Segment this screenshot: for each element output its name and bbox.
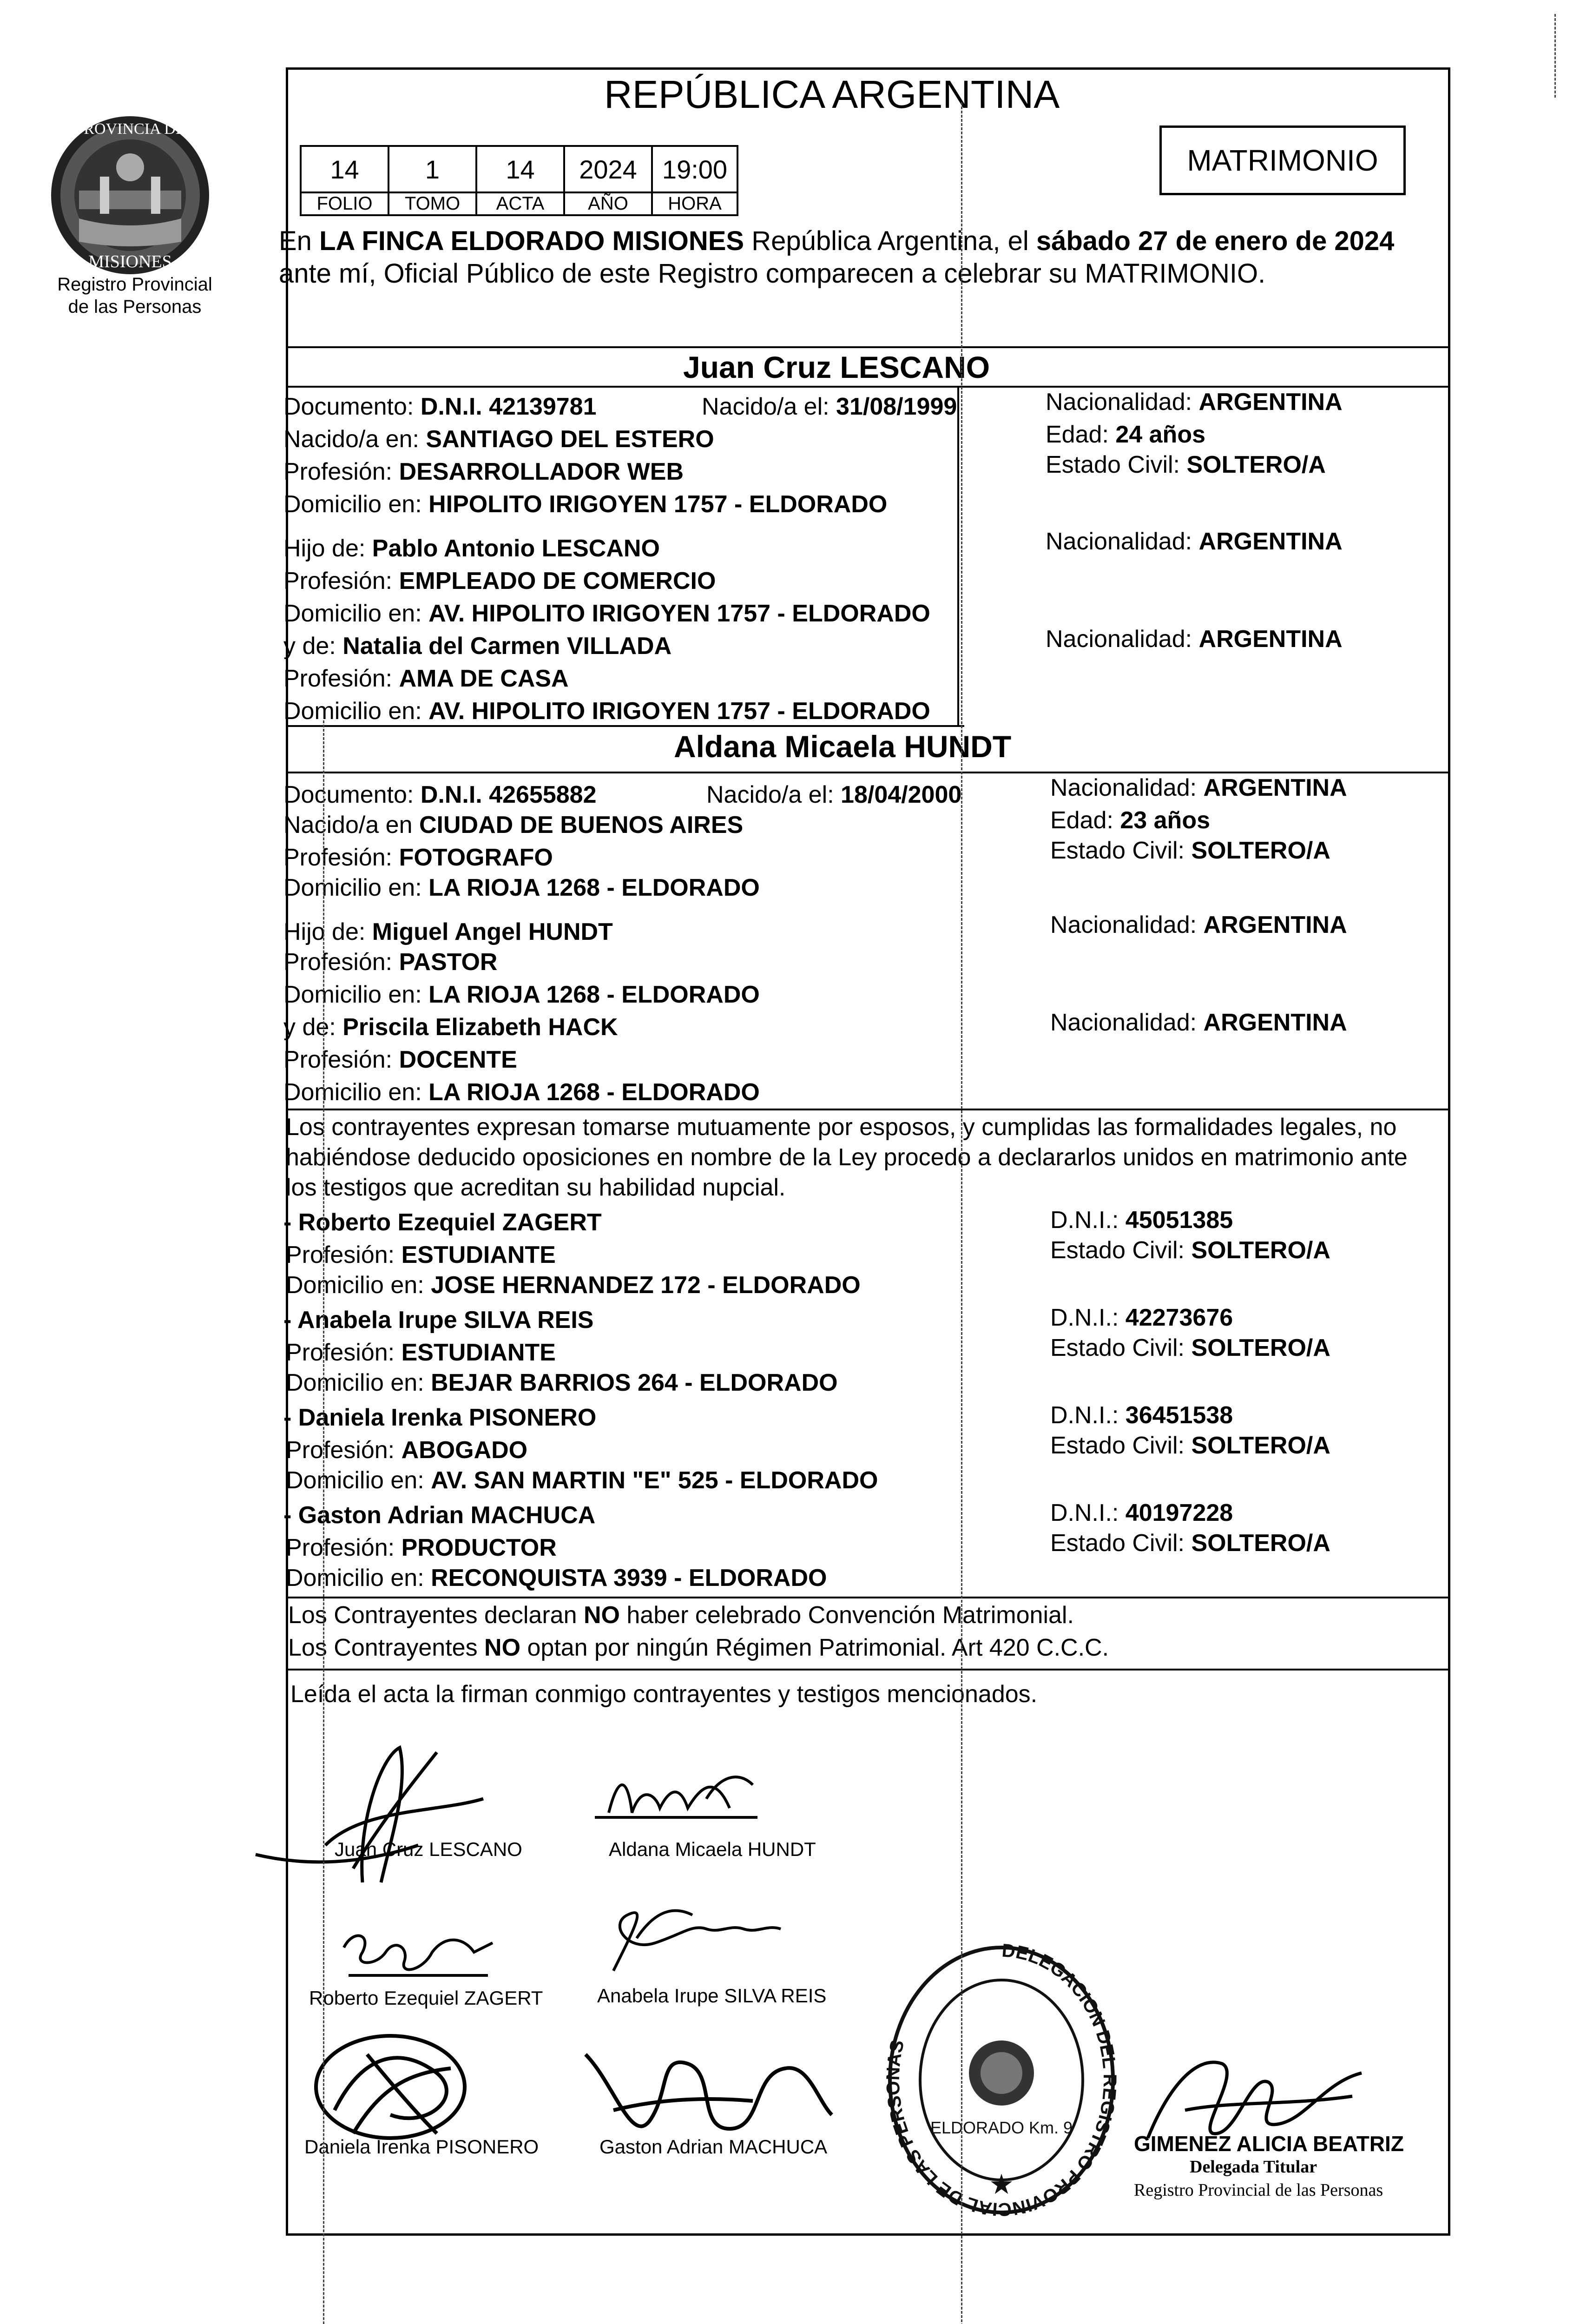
witness-2-profession: Profesión: ESTUDIANTE <box>286 1339 556 1366</box>
official-name: GIMENEZ ALICIA BEATRIZ <box>1134 2132 1404 2156</box>
column-divider <box>957 386 959 725</box>
ano-value: 2024 <box>564 146 652 192</box>
bride-father-nationality: Nacionalidad: ARGENTINA <box>1050 911 1347 938</box>
witness-1-civil-status: Estado Civil: SOLTERO/A <box>1050 1237 1330 1264</box>
groom-document: Documento: D.N.I. 42139781 <box>283 393 597 420</box>
folio-key: FOLIO <box>301 192 388 215</box>
groom-birthdate: Nacido/a el: 31/08/1999 <box>702 393 957 420</box>
bride-father-address: Domicilio en: LA RIOJA 1268 - ELDORADO <box>283 981 760 1008</box>
registry-stamp <box>881 1915 1122 2217</box>
groom-father-nationality: Nacionalidad: ARGENTINA <box>1046 528 1343 555</box>
witness-4-name: - Gaston Adrian MACHUCA <box>283 1502 596 1529</box>
witness-4-profession: Profesión: PRODUCTOR <box>286 1534 557 1561</box>
witness-4-dni: D.N.I.: 40197228 <box>1050 1499 1233 1526</box>
record-table <box>300 145 738 216</box>
registry-name-line1: Registro Provincial <box>57 274 212 295</box>
witness-2-name: - Anabela Irupe SILVA REIS <box>283 1307 594 1334</box>
groom-mother: y de: Natalia del Carmen VILLADA <box>283 633 672 660</box>
witness-2-civil-status: Estado Civil: SOLTERO/A <box>1050 1334 1330 1361</box>
witness-2-dni: D.N.I.: 42273676 <box>1050 1304 1233 1331</box>
bride-signature <box>590 1766 767 1836</box>
witness-2-signature-caption: Anabela Irupe SILVA REIS <box>597 1985 827 2007</box>
bride-age: Edad: 23 años <box>1050 807 1210 834</box>
convention-line-2: Los Contrayentes NO optan por ningún Régimen Patrimonial. Art 420 C.C.C. <box>288 1634 1109 1661</box>
intro-line-2: ante mí, Oficial Público de este Registro comparecen a celebrar su MATRIMONIO. <box>279 258 1266 289</box>
groom-age: Edad: 24 años <box>1046 421 1205 448</box>
witness-1-profession: Profesión: ESTUDIANTE <box>286 1241 556 1268</box>
bride-nationality: Nacionalidad: ARGENTINA <box>1050 774 1347 801</box>
witness-4-signature-caption: Gaston Adrian MACHUCA <box>599 2136 828 2158</box>
witness-3-address: Domicilio en: AV. SAN MARTIN "E" 525 - ELDORADO <box>286 1467 878 1494</box>
hora-value: 19:00 <box>652 146 737 192</box>
fold-line <box>323 720 324 2324</box>
scan-mark <box>1554 14 1556 98</box>
groom-father-address: Domicilio en: AV. HIPOLITO IRIGOYEN 1757 - ELDORADO <box>283 600 930 627</box>
declaration-line-1: Los contrayentes expresan tomarse mutuamente por esposos, y cumplidas las formalidades legales, no <box>286 1114 1397 1141</box>
bride-address: Domicilio en: LA RIOJA 1268 - ELDORADO <box>283 874 760 901</box>
declaration-line-3: los testigos que acreditan su habilidad nupcial. <box>286 1174 786 1201</box>
witness-3-profession: Profesión: ABOGADO <box>286 1437 528 1464</box>
witness-1-name: - Roberto Ezequiel ZAGERT <box>283 1209 602 1236</box>
document-title: REPÚBLICA ARGENTINA <box>604 73 1060 116</box>
record-type-box: MATRIMONIO <box>1159 125 1406 195</box>
groom-father-profession: Profesión: EMPLEADO DE COMERCIO <box>283 568 716 594</box>
bride-birthdate: Nacido/a el: 18/04/2000 <box>706 781 962 808</box>
convention-line-1: Los Contrayentes declaran NO haber celebrado Convención Matrimonial. <box>288 1602 1074 1629</box>
witness-4-civil-status: Estado Civil: SOLTERO/A <box>1050 1530 1330 1557</box>
separator-line <box>286 725 964 727</box>
acta-value: 14 <box>476 146 564 192</box>
witness-2-signature <box>599 1896 785 1980</box>
witness-1-signature-caption: Roberto Ezequiel ZAGERT <box>309 1987 543 2009</box>
groom-nationality: Nacionalidad: ARGENTINA <box>1046 389 1343 416</box>
bride-civil-status: Estado Civil: SOLTERO/A <box>1050 837 1330 864</box>
witness-3-dni: D.N.I.: 36451538 <box>1050 1402 1233 1429</box>
separator-line <box>286 346 1450 348</box>
reading-statement: Leída el acta la firman conmigo contrayentes y testigos mencionados. <box>290 1681 1038 1708</box>
witness-1-address: Domicilio en: JOSE HERNANDEZ 172 - ELDORADO <box>286 1272 861 1299</box>
bride-father-profession: Profesión: PASTOR <box>283 949 498 976</box>
witness-1-signature <box>335 1920 502 1989</box>
groom-civil-status: Estado Civil: SOLTERO/A <box>1046 451 1326 478</box>
witness-3-signature-caption: Daniela Irenka PISONERO <box>304 2136 539 2158</box>
separator-line <box>286 772 1450 773</box>
bride-profession: Profesión: FOTOGRAFO <box>283 844 553 871</box>
witness-2-address: Domicilio en: BEJAR BARRIOS 264 - ELDORADO <box>286 1369 838 1396</box>
separator-line <box>286 1597 1450 1598</box>
groom-mother-profession: Profesión: AMA DE CASA <box>283 665 569 692</box>
registry-name-line2: de las Personas <box>68 297 202 317</box>
witness-1-dni: D.N.I.: 45051385 <box>1050 1207 1233 1234</box>
intro-line-1: En LA FINCA ELDORADO MISIONES República Argentina, el sábado 27 de enero de 2024 <box>279 226 1395 256</box>
groom-father: Hijo de: Pablo Antonio LESCANO <box>283 535 660 562</box>
tomo-key: TOMO <box>388 192 476 215</box>
ano-key: AÑO <box>564 192 652 215</box>
registry-seal-logo <box>46 112 214 279</box>
groom-signature <box>242 1729 530 1896</box>
bride-mother-nationality: Nacionalidad: ARGENTINA <box>1050 1009 1347 1036</box>
bride-mother-profession: Profesión: DOCENTE <box>283 1046 517 1073</box>
official-registry: Registro Provincial de las Personas <box>1134 2180 1383 2200</box>
separator-line <box>286 1109 1450 1110</box>
groom-birthplace: Nacido/a en: SANTIAGO DEL ESTERO <box>283 426 714 453</box>
witness-3-name: - Daniela Irenka PISONERO <box>283 1404 597 1431</box>
groom-mother-nationality: Nacionalidad: ARGENTINA <box>1046 626 1343 653</box>
groom-address: Domicilio en: HIPOLITO IRIGOYEN 1757 - ELDORADO <box>283 491 888 518</box>
witness-3-civil-status: Estado Civil: SOLTERO/A <box>1050 1432 1330 1459</box>
stamp-ring-text: DELEGACION DEL REGISTRO PROVINCIAL DE LAS PERSONAS <box>882 1940 1120 2217</box>
groom-name: Juan Cruz LESCANO <box>683 350 990 384</box>
official-role: Delegada Titular <box>1190 2157 1317 2177</box>
svg-text:MISIONES: MISIONES <box>88 252 172 271</box>
fold-line <box>961 102 962 2324</box>
separator-line <box>286 1669 1450 1670</box>
bride-mother: y de: Priscila Elizabeth HACK <box>283 1014 618 1041</box>
acta-key: ACTA <box>476 192 564 215</box>
bride-document: Documento: D.N.I. 42655882 <box>283 781 597 808</box>
bride-signature-caption: Aldana Micaela HUNDT <box>609 1838 816 1860</box>
groom-profession: Profesión: DESARROLLADOR WEB <box>283 458 684 485</box>
hora-key: HORA <box>652 192 737 215</box>
witness-4-address: Domicilio en: RECONQUISTA 3939 - ELDORADO <box>286 1565 827 1591</box>
separator-line <box>286 386 1450 388</box>
stamp-inner-text: ELDORADO Km. 9 <box>930 2118 1073 2137</box>
tomo-value: 1 <box>388 146 476 192</box>
svg-text:PROVINCIA DE: PROVINCIA DE <box>75 120 185 138</box>
bride-birthplace: Nacido/a en CIUDAD DE BUENOS AIRES <box>283 812 744 838</box>
bride-father: Hijo de: Miguel Angel HUNDT <box>283 918 613 945</box>
svg-text:★: ★ <box>989 2169 1014 2200</box>
groom-signature-caption: Juan Cruz LESCANO <box>335 1838 522 1860</box>
bride-mother-address: Domicilio en: LA RIOJA 1268 - ELDORADO <box>283 1079 760 1106</box>
folio-value: 14 <box>301 146 388 192</box>
groom-mother-address: Domicilio en: AV. HIPOLITO IRIGOYEN 1757 - ELDORADO <box>283 698 930 725</box>
bride-name: Aldana Micaela HUNDT <box>674 729 1012 764</box>
declaration-line-2: habiéndose deducido oposiciones en nombre de la Ley procedo a declararlos unidos en matrimonio ante <box>286 1144 1408 1171</box>
